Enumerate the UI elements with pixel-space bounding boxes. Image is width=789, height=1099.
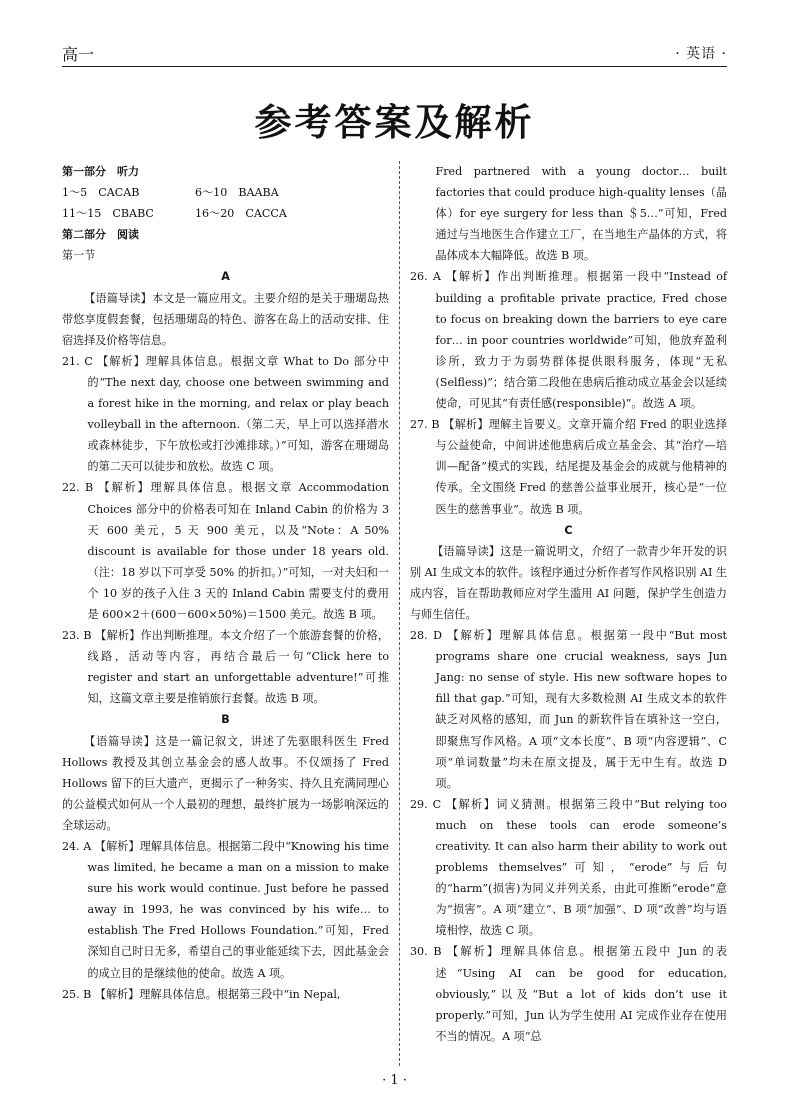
left-column bbox=[62, 161, 389, 1005]
page-number: · 1 · bbox=[382, 1073, 407, 1088]
page-title: 参考答案及解析 bbox=[254, 101, 535, 144]
answer-21: 21. C 【解析】理解具体信息。根据文章 What to Do 部分中的“The next day, choose one between swimming and a forest hike in the morning, and relax or play beach volleyball in the afternoon.（第二天，早上可以选择潜水或森林徒步，下午放松或打沙滩排球。）”可知，游客在珊瑚岛的第二天可以徒步和放松。故选 C 项。 bbox=[62, 354, 389, 474]
answer-25: 25. B 【解析】理解具体信息。根据第三段中“in Nepal, bbox=[62, 987, 341, 1001]
passage-b-intro: 【语篇导读】这是一篇记叙文，讲述了先驱眼科医生 Fred Hollows 教授及其创立基金会的感人故事。不仅颂扬了 Fred Hollows 留下的巨大遗产，更揭示了一种务实、持久且充满同理心的公益模式如何从一个人最初的理想，最终扩展为一场影响深远的全球运动。 bbox=[62, 734, 389, 832]
listening-answers: 16～20 CACCA bbox=[195, 207, 287, 221]
answer-25-continued: Fred partnered with a young doctor… built factories that could produce high-quality lenses（晶体）for eye surgery for less than ＄5…”可知，Fred 通过与当地医生合作建立工厂，在当地生产晶体的方式，将晶体成本大幅降低。故选 B 项。 bbox=[435, 165, 727, 263]
listening-answers: 11～15 CBABC bbox=[62, 207, 154, 221]
passage-a-heading: A bbox=[221, 270, 230, 284]
answer-26: 26. A 【解析】作出判断推理。根据第一段中“Instead of building a profitable private practice, Fred chose to focus on breaking down the barriers to eye care for… in poor countries worldwide”可知，他放弃盈利诊所，致力于为弱势群体提供眼科服务，体现“无私(Selfless)”；结合第二段他在患病后推动成立基金会以延续使命，可见其“有责任感(responsible)”。故选 A 项。 bbox=[410, 270, 727, 411]
right-column bbox=[410, 161, 727, 1047]
answer-27: 27. B 【解析】理解主旨要义。文章开篇介绍 Fred 的职业选择与公益使命，中间讲述他患病后成立基金会、其“治疗—培训—配备”模式的实践，结尾提及基金会的成就与他精神的传承。全文围绕 Fred 的慈善公益事业展开，核心是“一位医生的慈善事业”。故选 B 项。 bbox=[410, 418, 727, 516]
part2-heading: 第二部分 阅读 bbox=[62, 228, 139, 242]
listening-row-1 bbox=[62, 182, 389, 203]
subject-label: · 英语 · bbox=[675, 46, 727, 62]
answer-28: 28. D 【解析】理解具体信息。根据第一段中“But most programs share one crucial weakness, says Jun Jang: no sense of style. His new software hopes to fill that gap.”可知，现有大多数检测 AI 生成文本的软件缺乏对风格的感知，而 Jun 的新软件旨在填补这一空白，即聚焦写作风格。A 项“文本长度”、B 项“内容逻辑”、C 项“单词数量”均未在原文提及，属于无中生有。故选 D 项。 bbox=[410, 629, 727, 790]
answer-30: 30. B 【解析】理解具体信息。根据第五段中 Jun 的表述“Using AI can be good for education, obviously,”以及“But a lot of kids don’t use it properly.”可知，Jun 认为学生使用 AI 完成作业存在使用不当的情况。A 项“总 bbox=[410, 945, 727, 1043]
section1-heading: 第一节 bbox=[62, 249, 96, 263]
column-divider bbox=[399, 161, 400, 1066]
passage-c-heading: C bbox=[564, 523, 573, 537]
passage-a-intro: 【语篇导读】本文是一篇应用文。主要介绍的是关于珊瑚岛热带悠享度假套餐，包括珊瑚岛的特色、游客在岛上的活动安排、住宿选择及价格等信息。 bbox=[62, 291, 389, 347]
listening-answers: 1～5 CACAB bbox=[62, 186, 140, 200]
passage-c-intro: 【语篇导读】这是一篇说明文，介绍了一款青少年开发的识别 AI 生成文本的软件。该程序通过分析作者写作风格识别 AI 生成内容，旨在帮助教师应对学生滥用 AI 问题，保护学生创造力与师生信任。 bbox=[410, 544, 727, 621]
answer-29: 29. C 【解析】词义猜测。根据第三段中“But relying too much on these tools can erode someone’s creativity. It can also harm their ability to work out problems themselves”可知，“erode”与后句的“harm”(损害)为同义并列关系，由此可推断“erode”意为“损害”。A 项“建立”、B 项“加强”、D 项“改善”均与语境相悖，故选 C 项。 bbox=[410, 797, 727, 938]
part1-heading: 第一部分 听力 bbox=[62, 165, 139, 178]
answer-22: 22. B 【解析】理解具体信息。根据文章 Accommodation Choices 部分中的价格表可知在 Inland Cabin 的价格为 3 天 600 美元，5 天 900 美元，以及“Note：A 50% discount is available for those under 18 years old.（注：18 岁以下可享受 50% 的折扣。）”可知，一对夫妇和一个 10 岁的孩子入住 3 天的 Inland Cabin 需要支付的费用是 600×2＋(600－600×50%)＝1500 美元。故选 B 项。 bbox=[62, 481, 389, 621]
answer-24: 24. A 【解析】理解具体信息。根据第二段中“Knowing his time was limited, he became a man on a mission to make sure his work would continue. Just before he passed away in 1993, he was convinced by his wife… to establish The Fred Hollows Foundation.”可知，Fred 深知自己时日无多，希望自己的事业能延续下去，因此基金会的成立目的是继续他的使命。故选 A 项。 bbox=[62, 840, 389, 980]
listening-answers: 6～10 BAABA bbox=[195, 186, 279, 200]
page-header bbox=[62, 40, 727, 67]
passage-b-heading: B bbox=[221, 713, 230, 727]
grade-label: 高一 bbox=[62, 45, 95, 64]
listening-row-2 bbox=[62, 203, 389, 224]
answer-23: 23. B 【解析】作出判断推理。本文介绍了一个旅游套餐的价格，线路，活动等内容，再结合最后一句“Click here to register and start an unforgettable adventure!”可推知，这篇文章主要是推销旅行套餐。故选 B 项。 bbox=[62, 629, 389, 706]
